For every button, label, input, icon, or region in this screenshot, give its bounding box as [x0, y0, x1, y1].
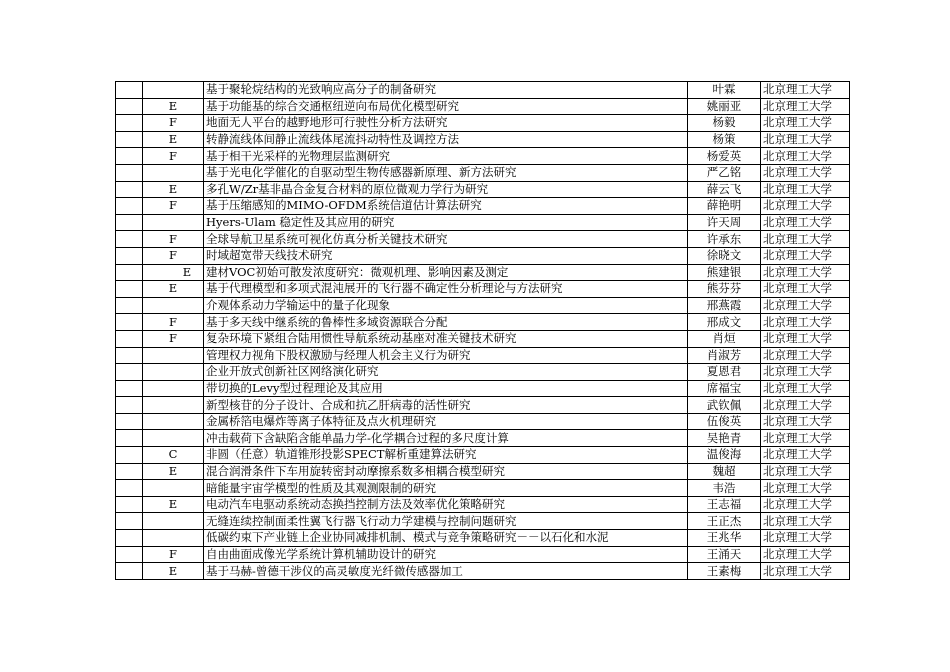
index-cell[interactable]: [116, 247, 143, 264]
table-row: [116, 447, 850, 464]
index-cell[interactable]: [116, 413, 143, 430]
table-row: [116, 480, 850, 497]
person-name-cell[interactable]: 邢燕霞: [688, 297, 761, 314]
category-cell[interactable]: F: [143, 115, 204, 132]
person-name-cell[interactable]: 熊建银: [688, 264, 761, 281]
project-title-cell[interactable]: 复杂环境下紧组合陆用惯性导航系统动基座对准关键技术研究: [204, 330, 688, 347]
person-name-cell[interactable]: 王正杰: [688, 513, 761, 530]
person-name-cell[interactable]: 邢成文: [688, 314, 761, 331]
category-cell[interactable]: F: [143, 198, 204, 215]
person-name-cell[interactable]: 伍俊英: [688, 413, 761, 430]
institution-cell[interactable]: 北京理工大学: [761, 330, 850, 347]
category-cell[interactable]: [143, 397, 204, 414]
project-table: [115, 81, 850, 580]
category-cell[interactable]: F: [143, 314, 204, 331]
person-name-cell[interactable]: 肖淑芳: [688, 347, 761, 364]
table-row: [116, 530, 850, 547]
table-row: [116, 231, 850, 248]
index-cell[interactable]: [116, 447, 143, 464]
category-cell[interactable]: [143, 164, 204, 181]
table-row: [116, 164, 850, 181]
table-row: [116, 546, 850, 563]
person-name-cell[interactable]: 许承东: [688, 231, 761, 248]
category-cell[interactable]: F: [143, 330, 204, 347]
person-name-cell[interactable]: 叶霖: [688, 82, 761, 99]
person-name-cell[interactable]: 武钦佩: [688, 397, 761, 414]
table-row: [116, 82, 850, 99]
table-row: [116, 297, 850, 314]
category-cell[interactable]: [143, 480, 204, 497]
person-name-cell[interactable]: 杨爱英: [688, 148, 761, 165]
category-cell[interactable]: [143, 364, 204, 381]
person-name-cell[interactable]: 魏超: [688, 463, 761, 480]
table-row: [116, 330, 850, 347]
table-row: [116, 181, 850, 198]
institution-cell[interactable]: 北京理工大学: [761, 563, 850, 580]
index-cell[interactable]: [116, 98, 143, 115]
institution-cell[interactable]: 北京理工大学: [761, 397, 850, 414]
index-cell[interactable]: [116, 198, 143, 215]
institution-cell[interactable]: 北京理工大学: [761, 413, 850, 430]
person-name-cell[interactable]: 夏恩君: [688, 364, 761, 381]
project-title-cell[interactable]: 时域超宽带天线技术研究: [204, 247, 688, 264]
project-title-cell[interactable]: 新型核苷的分子设计、合成和抗乙肝病毒的活性研究: [204, 397, 688, 414]
project-title-cell[interactable]: 基于功能基的综合交通枢纽逆向布局优化模型研究: [204, 98, 688, 115]
table-row: [116, 148, 850, 165]
person-name-cell[interactable]: 熊芬芬: [688, 281, 761, 298]
project-title-cell[interactable]: 管理权力视角下股权激励与经理人机会主义行为研究: [204, 347, 688, 364]
index-cell[interactable]: [116, 463, 143, 480]
category-cell[interactable]: [143, 347, 204, 364]
person-name-cell[interactable]: 温俊海: [688, 447, 761, 464]
institution-cell[interactable]: 北京理工大学: [761, 281, 850, 298]
category-cell[interactable]: F: [143, 148, 204, 165]
category-cell[interactable]: [143, 297, 204, 314]
person-name-cell[interactable]: 王兆华: [688, 530, 761, 547]
institution-cell[interactable]: 北京理工大学: [761, 148, 850, 165]
institution-cell[interactable]: 北京理工大学: [761, 496, 850, 513]
person-name-cell[interactable]: 杨策: [688, 131, 761, 148]
index-cell[interactable]: [116, 314, 143, 331]
person-name-cell[interactable]: 薛云飞: [688, 181, 761, 198]
institution-cell[interactable]: 北京理工大学: [761, 447, 850, 464]
project-title-cell[interactable]: 低碳约束下产业链上企业协同减排机制、模式与竞争策略研究－－以石化和水泥: [204, 530, 688, 547]
institution-cell[interactable]: 北京理工大学: [761, 513, 850, 530]
table-body: [116, 82, 850, 580]
category-cell[interactable]: E: [143, 496, 204, 513]
person-name-cell[interactable]: 席福宝: [688, 380, 761, 397]
index-cell[interactable]: [116, 82, 143, 99]
institution-cell[interactable]: 北京理工大学: [761, 546, 850, 563]
project-title-cell[interactable]: 企业开放式创新社区网络演化研究: [204, 364, 688, 381]
category-cell[interactable]: E: [143, 264, 204, 281]
institution-cell[interactable]: 北京理工大学: [761, 98, 850, 115]
person-name-cell[interactable]: 韦浩: [688, 480, 761, 497]
institution-cell[interactable]: 北京理工大学: [761, 131, 850, 148]
table-row: [116, 413, 850, 430]
table-row: [116, 214, 850, 231]
institution-cell[interactable]: 北京理工大学: [761, 247, 850, 264]
institution-cell[interactable]: 北京理工大学: [761, 380, 850, 397]
category-cell[interactable]: E: [143, 131, 204, 148]
project-title-cell[interactable]: 非圆（任意）轨道锥形投影SPECT解析重建算法研究: [204, 447, 688, 464]
project-title-cell[interactable]: 全球导航卫星系统可视化仿真分析关键技术研究: [204, 231, 688, 248]
index-cell[interactable]: [116, 264, 143, 281]
project-title-cell[interactable]: 转静流线体间静止流线体尾流抖动特性及调控方法: [204, 131, 688, 148]
table-row: [116, 264, 850, 281]
index-cell[interactable]: [116, 380, 143, 397]
index-cell[interactable]: [116, 546, 143, 563]
index-cell[interactable]: [116, 496, 143, 513]
project-title-cell[interactable]: 暗能量宇宙学模型的性质及其观测限制的研究: [204, 480, 688, 497]
table-row: [116, 563, 850, 580]
project-title-cell[interactable]: 基于压缩感知的MIMO-OFDM系统信道估计算法研究: [204, 198, 688, 215]
person-name-cell[interactable]: 王涌天: [688, 546, 761, 563]
person-name-cell[interactable]: 肖烜: [688, 330, 761, 347]
category-cell[interactable]: E: [143, 98, 204, 115]
index-cell[interactable]: [116, 530, 143, 547]
table-row: [116, 496, 850, 513]
index-cell[interactable]: [116, 281, 143, 298]
institution-cell[interactable]: 北京理工大学: [761, 214, 850, 231]
category-cell[interactable]: [143, 530, 204, 547]
table-row: [116, 364, 850, 381]
category-cell[interactable]: C: [143, 447, 204, 464]
table-row: [116, 314, 850, 331]
category-cell[interactable]: [143, 413, 204, 430]
category-cell[interactable]: [143, 214, 204, 231]
project-title-cell[interactable]: 金属桥箔电爆炸等离子体特征及点火机理研究: [204, 413, 688, 430]
project-title-cell[interactable]: 混合润滑条件下车用旋转密封动摩擦系数多相耦合模型研究: [204, 463, 688, 480]
institution-cell[interactable]: 北京理工大学: [761, 430, 850, 447]
institution-cell[interactable]: 北京理工大学: [761, 530, 850, 547]
institution-cell[interactable]: 北京理工大学: [761, 181, 850, 198]
institution-cell[interactable]: 北京理工大学: [761, 347, 850, 364]
index-cell[interactable]: [116, 181, 143, 198]
category-cell[interactable]: E: [143, 563, 204, 580]
person-name-cell[interactable]: 吴艳青: [688, 430, 761, 447]
index-cell[interactable]: [116, 164, 143, 181]
project-title-cell[interactable]: 自由曲面成像光学系统计算机辅助设计的研究: [204, 546, 688, 563]
institution-cell[interactable]: 北京理工大学: [761, 297, 850, 314]
project-title-cell[interactable]: 基于代理模型和多项式混沌展开的飞行器不确定性分析理论与方法研究: [204, 281, 688, 298]
index-cell[interactable]: [116, 513, 143, 530]
table-row: [116, 380, 850, 397]
index-cell[interactable]: [116, 214, 143, 231]
institution-cell[interactable]: 北京理工大学: [761, 115, 850, 132]
person-name-cell[interactable]: 严乙铭: [688, 164, 761, 181]
project-title-cell[interactable]: 冲击载荷下含缺陷含能单晶力学-化学耦合过程的多尺度计算: [204, 430, 688, 447]
index-cell[interactable]: [116, 131, 143, 148]
table-row: [116, 98, 850, 115]
index-cell[interactable]: [116, 297, 143, 314]
category-cell[interactable]: [143, 82, 204, 99]
category-cell[interactable]: E: [143, 463, 204, 480]
index-cell[interactable]: [116, 563, 143, 580]
project-title-cell[interactable]: 介观体系动力学输运中的量子化现象: [204, 297, 688, 314]
table-row: [116, 115, 850, 132]
category-cell[interactable]: F: [143, 546, 204, 563]
institution-cell[interactable]: 北京理工大学: [761, 364, 850, 381]
index-cell[interactable]: [116, 231, 143, 248]
project-title-cell[interactable]: 基于聚轮烷结构的光致响应高分子的制备研究: [204, 82, 688, 99]
project-title-cell[interactable]: 无缝连续控制面柔性翼飞行器飞行动力学建模与控制问题研究: [204, 513, 688, 530]
project-title-cell[interactable]: 电动汽车电驱动系统动态换挡控制方法及效率优化策略研究: [204, 496, 688, 513]
person-name-cell[interactable]: 王志福: [688, 496, 761, 513]
category-cell[interactable]: F: [143, 247, 204, 264]
person-name-cell[interactable]: 薛艳明: [688, 198, 761, 215]
project-title-cell[interactable]: 带切换的Levy型过程理论及其应用: [204, 380, 688, 397]
project-title-cell[interactable]: 建材VOC初始可散发浓度研究：微观机理、影响因素及测定: [204, 264, 688, 281]
project-title-cell[interactable]: 基于多天线中继系统的鲁棒性多域资源联合分配: [204, 314, 688, 331]
table-row: [116, 198, 850, 215]
index-cell[interactable]: [116, 480, 143, 497]
table-row: [116, 131, 850, 148]
index-cell[interactable]: [116, 330, 143, 347]
index-cell[interactable]: [116, 430, 143, 447]
institution-cell[interactable]: 北京理工大学: [761, 231, 850, 248]
institution-cell[interactable]: 北京理工大学: [761, 264, 850, 281]
index-cell[interactable]: [116, 397, 143, 414]
project-title-cell[interactable]: 地面无人平台的越野地形可行驶性分析方法研究: [204, 115, 688, 132]
table-row: [116, 281, 850, 298]
project-title-cell[interactable]: 基于光电化学催化的自驱动型生物传感器新原理、新方法研究: [204, 164, 688, 181]
table-row: [116, 397, 850, 414]
person-name-cell[interactable]: 杨毅: [688, 115, 761, 132]
institution-cell[interactable]: 北京理工大学: [761, 314, 850, 331]
project-title-cell[interactable]: 基于相干光采样的光物理层监测研究: [204, 148, 688, 165]
index-cell[interactable]: [116, 148, 143, 165]
index-cell[interactable]: [116, 115, 143, 132]
category-cell[interactable]: E: [143, 281, 204, 298]
project-title-cell[interactable]: 多孔W/Zr基非晶合金复合材料的原位微观力学行为研究: [204, 181, 688, 198]
institution-cell[interactable]: 北京理工大学: [761, 198, 850, 215]
institution-cell[interactable]: 北京理工大学: [761, 82, 850, 99]
table-row: [116, 513, 850, 530]
table-row: [116, 347, 850, 364]
index-cell[interactable]: [116, 364, 143, 381]
project-title-cell[interactable]: Hyers-Ulam 稳定性及其应用的研究: [204, 214, 688, 231]
category-cell[interactable]: E: [143, 181, 204, 198]
category-cell[interactable]: F: [143, 231, 204, 248]
category-cell[interactable]: [143, 380, 204, 397]
person-name-cell[interactable]: 徐晓文: [688, 247, 761, 264]
index-cell[interactable]: [116, 347, 143, 364]
institution-cell[interactable]: 北京理工大学: [761, 463, 850, 480]
category-cell[interactable]: [143, 513, 204, 530]
person-name-cell[interactable]: 许天周: [688, 214, 761, 231]
person-name-cell[interactable]: 姚丽亚: [688, 98, 761, 115]
institution-cell[interactable]: 北京理工大学: [761, 480, 850, 497]
project-title-cell[interactable]: 基于马赫-曾德干涉仪的高灵敏度光纤微传感器加工: [204, 563, 688, 580]
table-row: [116, 430, 850, 447]
table-row: [116, 463, 850, 480]
table-row: [116, 247, 850, 264]
institution-cell[interactable]: 北京理工大学: [761, 164, 850, 181]
category-cell[interactable]: [143, 430, 204, 447]
person-name-cell[interactable]: 王素梅: [688, 563, 761, 580]
